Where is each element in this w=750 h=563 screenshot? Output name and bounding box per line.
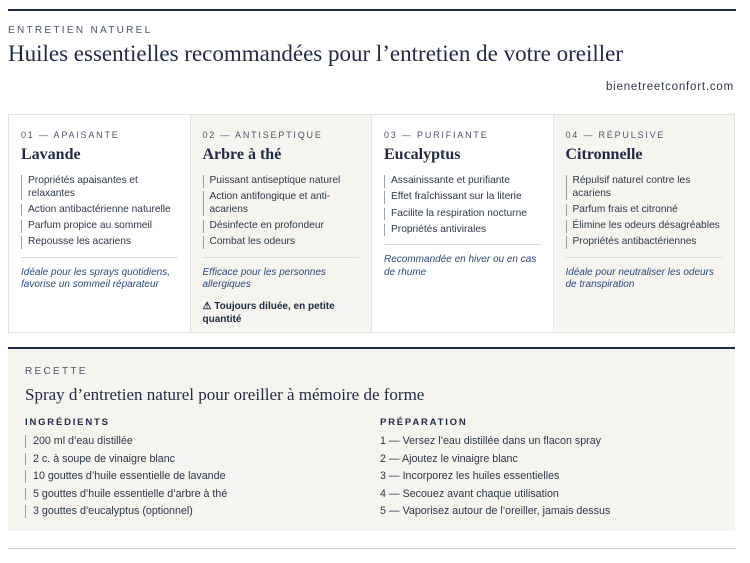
warning-note: ⚠ Toujours diluée, en petite quantité <box>202 300 335 325</box>
card-eucalyptus <box>372 115 554 332</box>
card-divider <box>203 257 360 258</box>
property-item: Propriétés antibactériennes <box>566 236 723 249</box>
property-item: Assainissante et purifiante <box>384 175 541 188</box>
property-item: Action antifongique et anti-acariens <box>203 191 360 216</box>
property-list <box>203 175 360 249</box>
card-number: 04 — RÉPULSIVE <box>565 130 666 140</box>
preparation-steps <box>380 435 610 523</box>
card-title: Arbre à thé <box>202 146 282 163</box>
recipe-section <box>8 347 735 531</box>
step-item: 4 — Secouez avant chaque utilisation <box>380 487 559 500</box>
step-item: 1 — Versez l’eau distillée dans un flacon spray <box>380 435 601 447</box>
card-title: Citronnelle <box>565 146 643 163</box>
page-title: Huiles essentielles recommandées pour l’entretien de votre oreiller <box>8 41 624 66</box>
step-item: 2 — Ajoutez le vinaigre blanc <box>380 452 518 465</box>
oil-cards <box>8 114 735 333</box>
property-item: Effet fraîchissant sur la literie <box>384 191 541 204</box>
step-item: 5 — Vaporisez autour de l’oreiller, jamais dessus <box>380 505 611 517</box>
recipe-title: Spray d’entretien naturel pour oreiller à mémoire de forme <box>25 385 425 404</box>
property-item: Élimine les odeurs désagréables <box>566 220 723 233</box>
ingredient-item: 3 gouttes d’eucalyptus (optionnel) <box>25 505 227 518</box>
property-item: Propriétés antivirales <box>384 224 541 237</box>
card-note: Recommandée en hiver ou en cas de rhume <box>384 254 537 278</box>
site-name: bienetreetconfort.com <box>605 81 734 93</box>
card-divider <box>384 244 541 245</box>
card-number: 01 — APAISANTE <box>21 130 120 140</box>
property-list <box>566 175 723 249</box>
property-item: Propriétés apaisantes et relaxantes <box>21 175 178 200</box>
card-lavande <box>9 115 191 332</box>
ingredients-heading: INGRÉDIENTS <box>25 417 110 428</box>
property-item: Action antibactérienne naturelle <box>21 204 178 217</box>
card-title: Eucalyptus <box>384 146 461 163</box>
card-citronnelle <box>554 115 735 332</box>
card-note: Efficace pour les personnes allergiques <box>202 266 326 291</box>
eyebrow: ENTRETIEN NATUREL <box>8 25 153 36</box>
property-item: Parfum propice au sommeil <box>21 220 178 233</box>
property-item: Combat les odeurs <box>203 236 360 249</box>
card-divider <box>566 257 723 258</box>
card-arbre-a-the <box>191 115 373 332</box>
property-item: Repousse les acariens <box>21 236 178 249</box>
ingredient-item: 200 ml d’eau distillée <box>25 435 227 448</box>
ingredient-item: 5 gouttes d’huile essentielle d’arbre à thé <box>25 488 227 501</box>
property-list <box>21 175 178 249</box>
card-title: Lavande <box>21 146 81 163</box>
property-item: Facilite la respiration nocturne <box>384 208 541 221</box>
step-item: 3 — Incorporez les huiles essentielles <box>380 470 560 482</box>
card-note: Idéale pour les sprays quotidiens, favorise un sommeil réparateur <box>21 266 170 291</box>
property-item: Désinfecte en profondeur <box>203 220 360 233</box>
ingredients-list <box>25 435 227 523</box>
card-number: 02 — ANTISEPTIQUE <box>202 130 323 140</box>
card-number: 03 — PURIFIANTE <box>384 130 489 140</box>
ingredient-item: 10 gouttes d’huile essentielle de lavande <box>25 470 227 483</box>
preparation-heading: PRÉPARATION <box>380 417 468 428</box>
card-divider <box>21 257 178 258</box>
card-note: Idéale pour neutraliser les odeurs de transpiration <box>565 266 714 291</box>
property-item: Parfum frais et citronné <box>566 204 723 217</box>
property-item: Répulsif naturel contre les acariens <box>566 175 723 200</box>
bottom-rule <box>8 548 736 549</box>
recipe-eyebrow: RECETTE <box>25 366 88 377</box>
top-rule <box>8 9 736 11</box>
property-list <box>384 175 541 236</box>
ingredient-item: 2 c. à soupe de vinaigre blanc <box>25 453 227 466</box>
property-item: Puissant antiseptique naturel <box>203 175 360 188</box>
